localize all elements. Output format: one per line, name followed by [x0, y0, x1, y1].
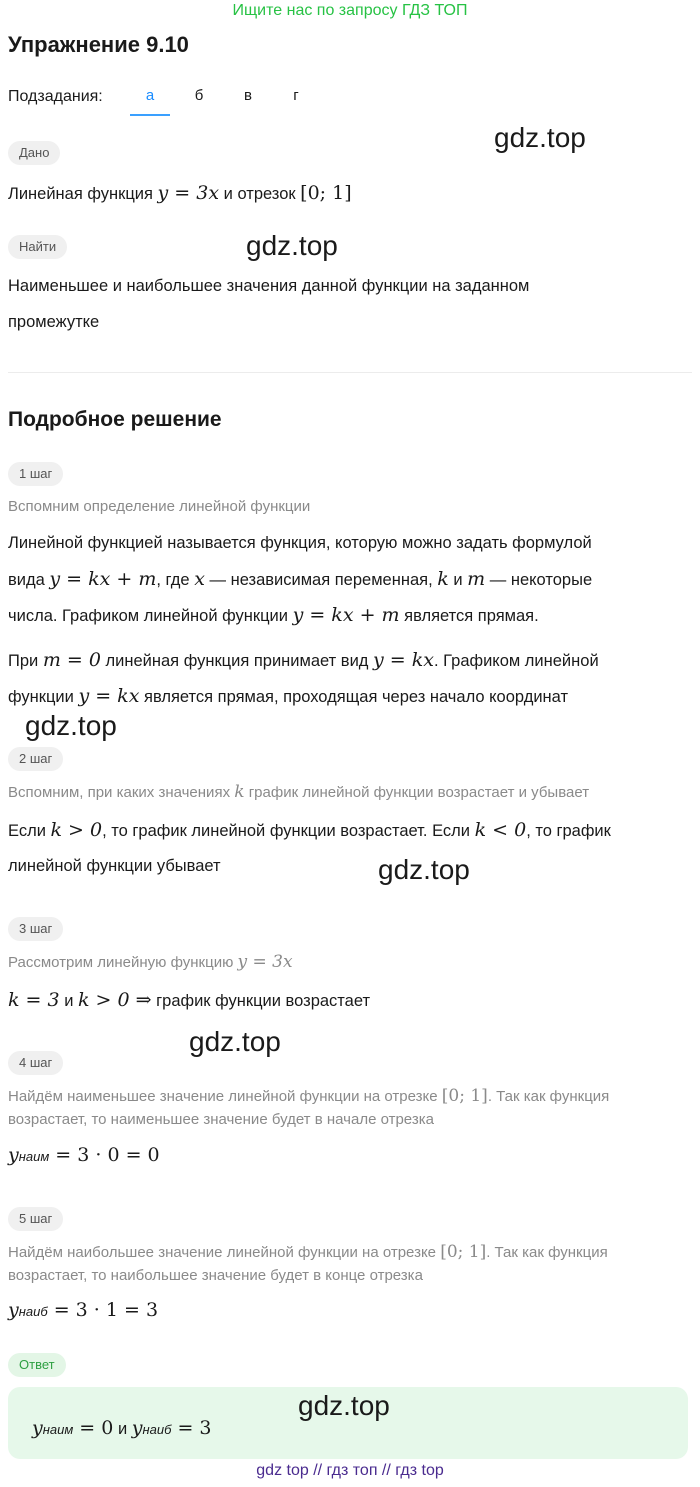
- watermark: gdz.top: [189, 1026, 281, 1057]
- page-title: Упражнение 9.10: [8, 32, 189, 57]
- step3-badge: 3 шаг: [8, 917, 63, 941]
- tab-b[interactable]: б: [194, 87, 204, 104]
- find-badge: Найти: [8, 235, 67, 259]
- answer-badge: Ответ: [8, 1353, 66, 1377]
- tab-v[interactable]: в: [244, 87, 252, 104]
- find-text-line1: Наименьшее и наибольшее значения данной функции на заданном: [8, 277, 530, 295]
- subtasks-label: Подзадания:: [8, 88, 103, 105]
- step1-line4: При m = 0 линейная функция принимает вид y = kx. Графиком линейной: [8, 649, 599, 671]
- step1-line3: числа. Графиком линейной функции y = kx + m является прямая.: [8, 604, 539, 626]
- given-text: Линейная функция y = 3x и отрезок [0; 1]: [8, 182, 352, 204]
- step3-hint: Рассмотрим линейную функцию y = 3x: [8, 952, 293, 972]
- step4-hint-line1: Найдём наименьшее значение линейной функции на отрезке [0; 1]. Так как функция: [8, 1086, 610, 1106]
- watermark: gdz.top: [378, 854, 470, 885]
- step1-line1: Линейной функцией называется функция, которую можно задать формулой: [8, 534, 592, 552]
- tab-g[interactable]: г: [293, 87, 299, 104]
- step4-hint-line2: возрастает, то наименьшее значение будет в начале отрезка: [8, 1111, 434, 1128]
- step5-formula: yнаиб = 3 · 1 = 3: [8, 1299, 159, 1321]
- step4-formula: yнаим = 3 · 0 = 0: [8, 1144, 160, 1166]
- step2-line1: Если k > 0, то график линейной функции возрастает. Если k < 0, то график: [8, 819, 611, 841]
- step5-hint-line1: Найдём наибольшее значение линейной функции на отрезке [0; 1]. Так как функция: [8, 1242, 608, 1262]
- answer-formula: yнаим = 0 и yнаиб = 3: [32, 1417, 212, 1439]
- step4-badge: 4 шаг: [8, 1051, 63, 1075]
- find-text-line2: промежутке: [8, 313, 100, 331]
- step1-line2: вида y = kx + m, где x — независимая переменная, k и m — некоторые: [8, 568, 593, 590]
- watermark: gdz.top: [494, 122, 586, 153]
- step1-line5: функции y = kx является прямая, проходящая через начало координат: [8, 685, 569, 707]
- footer-links[interactable]: gdz top // гдз топ // гдз top: [256, 1462, 444, 1479]
- solution-title: Подробное решение: [8, 408, 222, 431]
- tab-a[interactable]: а: [130, 80, 170, 116]
- search-banner: Ищите нас по запросу ГДЗ ТОП: [232, 2, 468, 19]
- step1-hint: Вспомним определение линейной функции: [8, 498, 311, 515]
- step5-hint-line2: возрастает, то наибольшее значение будет в конце отрезка: [8, 1267, 423, 1284]
- step5-badge: 5 шаг: [8, 1207, 63, 1231]
- step2-hint: Вспомним, при каких значениях k график линейной функции возрастает и убывает: [8, 782, 590, 802]
- watermark: gdz.top: [25, 710, 117, 741]
- step2-badge: 2 шаг: [8, 747, 63, 771]
- watermark: gdz.top: [298, 1390, 390, 1421]
- given-badge: Дано: [8, 141, 60, 165]
- step2-line2: линейной функции убывает: [8, 857, 221, 875]
- watermark: gdz.top: [246, 230, 338, 261]
- step1-badge: 1 шаг: [8, 462, 63, 486]
- step3-line1: k = 3 и k > 0 ⇒ график функции возрастает: [8, 989, 371, 1011]
- divider: [8, 372, 692, 373]
